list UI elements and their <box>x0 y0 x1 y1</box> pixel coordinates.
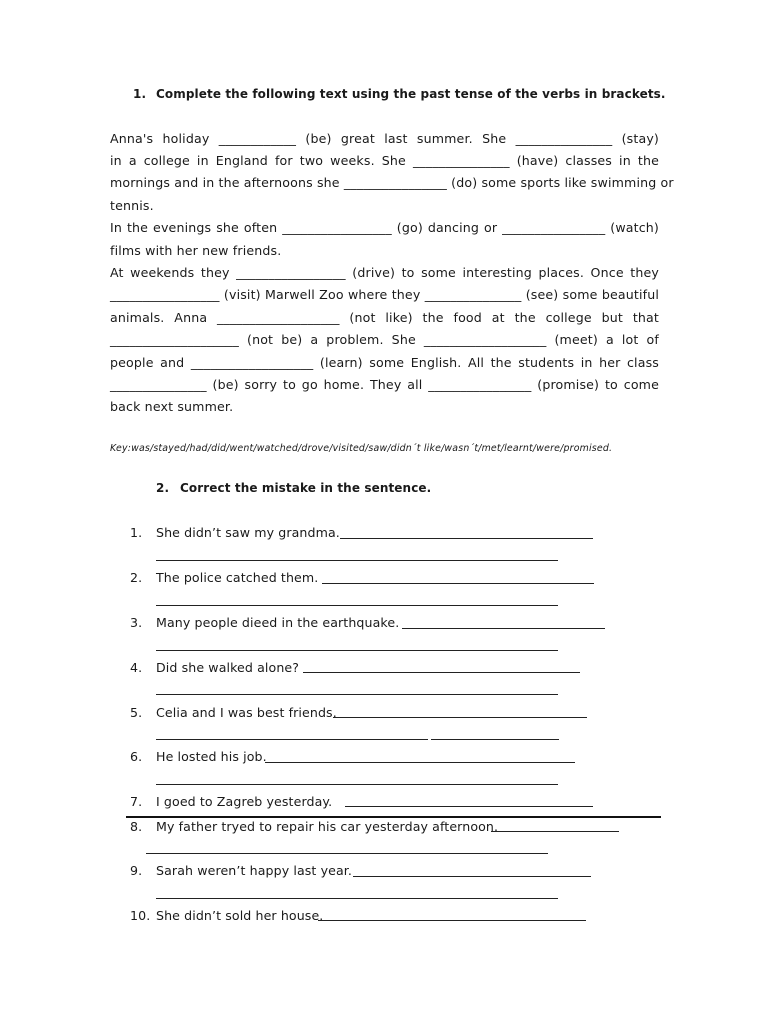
exercise-2-title: Correct the mistake in the sentence. <box>180 481 432 495</box>
list-item <box>130 525 340 541</box>
item-number: 1. <box>130 525 143 540</box>
text-line: Anna's holiday ____________ (be) great last summer. She _______________ (stay) <box>110 131 659 146</box>
item-sentence: Many people dieed in the earthquake. <box>156 615 400 630</box>
answer-line <box>303 672 580 673</box>
answer-line <box>318 920 586 921</box>
item-number: 6. <box>130 749 143 764</box>
item-sentence: Sarah weren’t happy last year. <box>156 863 353 878</box>
answer-line <box>156 694 558 695</box>
answer-key: Key:was/stayed/had/did/went/watched/drove/visited/saw/didn´t like/wasn´t/met/learnt/were/promised. <box>110 443 613 454</box>
answer-line <box>345 806 593 807</box>
answer-line <box>265 762 575 763</box>
item-sentence: She didn’t sold her house. <box>156 908 324 923</box>
list-item <box>130 660 299 676</box>
answer-line <box>156 605 558 606</box>
answer-line <box>353 876 591 877</box>
text-line: _______________ (be) sorry to go home. They all ________________ (promise) to come <box>110 377 659 392</box>
list-item <box>130 819 498 835</box>
list-item <box>130 749 267 765</box>
answer-line <box>340 538 593 539</box>
list-item <box>130 794 332 810</box>
item-sentence: He losted his job. <box>156 749 267 764</box>
text-line: films with her new friends. <box>110 243 282 258</box>
list-item <box>130 615 399 631</box>
item-number: 5. <box>130 705 143 720</box>
exercise-2-heading <box>156 481 431 495</box>
item-sentence: She didn’t saw my grandma. <box>156 525 340 540</box>
answer-line <box>491 831 619 832</box>
item-number: 7. <box>130 794 143 809</box>
item-number: 4. <box>130 660 143 675</box>
exercise-2-number: 2. <box>156 481 170 495</box>
answer-line <box>322 583 594 584</box>
text-line: in a college in England for two weeks. She _______________ (have) classes in the <box>110 153 659 168</box>
answer-line <box>156 898 558 899</box>
exercise-1-number: 1. <box>133 87 147 101</box>
item-number: 8. <box>130 819 143 834</box>
list-item <box>130 705 337 721</box>
text-line: At weekends they _________________ (drive) to some interesting places. Once they <box>110 265 659 280</box>
text-line: tennis. <box>110 198 154 213</box>
answer-line <box>431 739 559 740</box>
item-sentence: I goed to Zagreb yesterday. <box>156 794 333 809</box>
list-item <box>130 863 352 879</box>
item-sentence: The police catched them. <box>156 570 319 585</box>
answer-line <box>333 717 587 718</box>
answer-line <box>402 628 605 629</box>
answer-line <box>156 650 558 651</box>
text-line: back next summer. <box>110 399 234 414</box>
answer-line <box>146 853 548 854</box>
item-number: 3. <box>130 615 143 630</box>
item-number: 2. <box>130 570 143 585</box>
answer-line <box>156 784 558 785</box>
item-sentence: Celia and I was best friends. <box>156 705 337 720</box>
text-line: _________________ (visit) Marwell Zoo where they _______________ (see) some beautiful <box>110 287 659 302</box>
text-line: ____________________ (not be) a problem. She ___________________ (meet) a lot of <box>110 332 659 347</box>
exercise-1-heading <box>133 87 666 101</box>
answer-line <box>156 739 428 740</box>
item-number: 9. <box>130 863 143 878</box>
item-sentence: Did she walked alone? <box>156 660 300 675</box>
answer-line <box>156 560 558 561</box>
text-line: animals. Anna ___________________ (not like) the food at the college but that <box>110 310 659 325</box>
text-line: people and ___________________ (learn) some English. All the students in her class <box>110 355 659 370</box>
divider-line <box>126 816 661 818</box>
list-item <box>130 570 318 586</box>
list-item <box>130 908 323 924</box>
exercise-1-title: Complete the following text using the past tense of the verbs in brackets. <box>156 87 666 101</box>
text-line: In the evenings she often _________________ (go) dancing or ________________ (watch) <box>110 220 659 235</box>
text-line: mornings and in the afternoons she ________________ (do) some sports like swimming or <box>110 175 674 190</box>
item-number: 10. <box>130 908 151 923</box>
item-sentence: My father tryed to repair his car yesterday afternoon. <box>156 819 499 834</box>
